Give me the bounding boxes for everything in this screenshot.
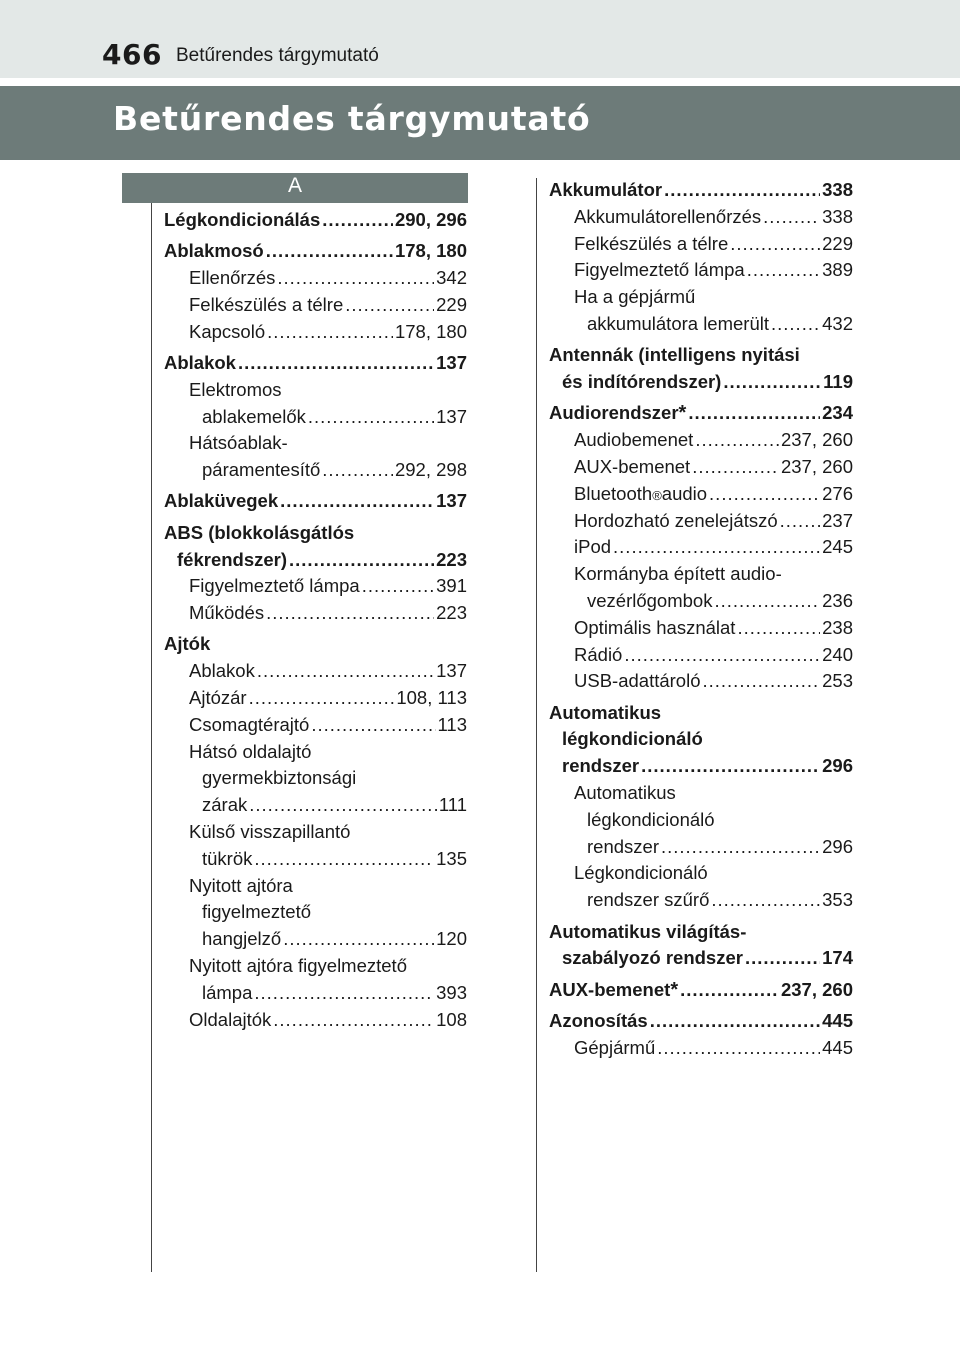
running-title: Betűrendes tárgymutató [176, 45, 379, 66]
page-ref: 253 [822, 670, 853, 692]
index-entry [164, 712, 467, 739]
entry-label: Ablaküvegek [164, 490, 279, 512]
entry-label: Hátsó oldalajtó [189, 740, 312, 762]
dot-leader [664, 177, 820, 204]
page-ref: 178, 180 [394, 320, 467, 342]
entry-label: páramentesítő [202, 459, 321, 481]
index-entry [164, 792, 467, 819]
index-entry [549, 177, 853, 204]
index-entry [164, 430, 467, 457]
entry-label: Rádió [574, 643, 623, 665]
entry-label: USB-adattároló [574, 670, 701, 692]
index-entry [164, 573, 467, 600]
entry-label: ABS (blokkolásgátlós [164, 521, 355, 543]
index-entry [549, 780, 853, 807]
index-entry [164, 899, 467, 926]
index-entry [164, 846, 467, 873]
entry-label: AUX-bemenet [574, 455, 691, 477]
dot-leader [308, 404, 434, 431]
index-entry [549, 508, 853, 535]
page-ref: 342 [436, 267, 467, 289]
entry-label: figyelmeztető [202, 901, 311, 923]
dot-leader [692, 454, 779, 481]
entry-label: Légkondicionálás [164, 209, 321, 230]
index-entry [164, 819, 467, 846]
entry-label: Automatikus világítás- [549, 920, 747, 942]
entry-label: rendszer [562, 755, 640, 777]
dot-leader [267, 319, 393, 346]
dot-leader [277, 265, 434, 292]
index-entry [549, 1035, 853, 1062]
index-entry [164, 488, 467, 515]
entry-label: Antennák (intelligens nyitási [549, 344, 800, 366]
dot-leader [613, 534, 820, 561]
index-entry [164, 404, 467, 431]
index-column-1 [164, 207, 467, 1033]
dot-leader [780, 508, 820, 535]
page-ref: 237 [822, 509, 853, 531]
entry-label: Akkumulátorellenőrzés [574, 205, 762, 227]
entry-label: és indítórendszer) [562, 371, 722, 393]
dot-leader [661, 834, 820, 861]
dot-leader [650, 1008, 820, 1035]
page-ref: 338 [822, 205, 853, 227]
entry-label: Automatikus [549, 701, 662, 723]
page-ref: 393 [436, 981, 467, 1003]
entry-label: iPod [574, 536, 612, 558]
page-ref: 111 [438, 794, 467, 816]
entry-label: légkondicionáló [587, 808, 715, 830]
dot-leader [280, 488, 434, 515]
entry-label: gyermekbiztonsági [202, 767, 357, 789]
dot-leader [624, 642, 820, 669]
page-ref: 391 [436, 575, 467, 597]
index-entry [164, 873, 467, 900]
column-rule-middle [536, 178, 537, 1272]
entry-label: Azonosítás [549, 1009, 648, 1031]
dot-leader [254, 846, 434, 873]
entry-label: Figyelmeztető lámpa [189, 575, 360, 597]
entry-label: Felkészülés a télre [189, 293, 344, 315]
entry-label: Működés [189, 602, 265, 624]
index-entry [164, 265, 467, 292]
entry-label: Csomagtérajtó [189, 713, 310, 735]
index-entry [549, 753, 853, 780]
index-entry [164, 350, 467, 377]
entry-label: Audiorendszer [549, 402, 679, 424]
entry-label: rendszer szűrő [587, 889, 710, 911]
dot-leader [771, 311, 820, 338]
index-entry [164, 631, 467, 658]
dot-leader [723, 369, 821, 396]
dot-leader [273, 1007, 434, 1034]
dot-leader [747, 257, 820, 284]
entry-label-suffix: audio [661, 482, 708, 504]
index-entry [549, 642, 853, 669]
entry-label: rendszer [587, 835, 659, 857]
entry-label: Audiobemenet [574, 429, 694, 451]
index-entry: AUX-bemenet * ..... 237, 260 [549, 977, 853, 1004]
page-ref: 120 [436, 928, 467, 950]
dot-leader [266, 238, 393, 265]
dot-leader [322, 457, 393, 484]
dot-leader [745, 945, 820, 972]
dot-leader [289, 547, 434, 574]
dot-leader [702, 668, 820, 695]
dot-leader [730, 231, 820, 258]
index-entry [549, 860, 853, 887]
page-ref: 137 [436, 490, 467, 512]
entry-label: tükrök [202, 847, 253, 869]
index-entry [164, 685, 467, 712]
page-ref: 223 [436, 548, 467, 570]
index-entry [164, 547, 467, 574]
page-ref: 137 [436, 660, 467, 682]
index-entry [164, 658, 467, 685]
page-ref: 290, 296 [394, 209, 467, 230]
page-ref: 389 [822, 259, 853, 281]
dot-leader [257, 658, 434, 685]
dot-leader [695, 427, 779, 454]
index-entry [549, 615, 853, 642]
index-entry [549, 834, 853, 861]
section-letter: A [287, 174, 302, 197]
index-entry [164, 1007, 467, 1034]
index-entry: Audiorendszer * ..... 234 [549, 400, 853, 427]
dot-leader [362, 573, 434, 600]
entry-label: Akkumulátor [549, 179, 663, 200]
dot-leader [711, 887, 820, 914]
dot-leader [322, 207, 393, 234]
index-entry [549, 887, 853, 914]
column-rule-left [151, 203, 152, 1272]
dot-leader [249, 792, 437, 819]
dot-leader [709, 481, 820, 508]
entry-label: Ajtók [164, 633, 211, 655]
index-entry [549, 700, 853, 727]
index-entry [549, 284, 853, 311]
index-entry [164, 520, 467, 547]
page-ref: 296 [822, 755, 853, 777]
page-ref: 108 [436, 1008, 467, 1030]
index-entry [164, 980, 467, 1007]
page-ref: 113 [437, 713, 467, 735]
dot-leader [763, 204, 820, 231]
index-entry [549, 945, 853, 972]
index-entry [549, 427, 853, 454]
index-entry [164, 765, 467, 792]
index-entry [549, 919, 853, 946]
dot-leader [688, 400, 820, 427]
entry-label: Ablakok [189, 660, 255, 682]
entry-label: fékrendszer) [177, 548, 288, 570]
index-entry [164, 739, 467, 766]
entry-label: Hordozható zenelejátszó [574, 509, 778, 531]
entry-label: Ha a gépjármű [574, 286, 696, 308]
entry-label: Nyitott ajtóra [189, 874, 293, 896]
entry-label: Oldalajtók [189, 1008, 272, 1030]
entry-label: légkondicionáló [562, 728, 703, 750]
page-ref: 276 [822, 482, 853, 504]
index-entry [549, 668, 853, 695]
index-column-2 [549, 177, 853, 1062]
page-ref: 137 [436, 405, 467, 427]
page-ref: 445 [822, 1009, 853, 1031]
dot-leader [311, 712, 435, 739]
page-ref: 238 [822, 616, 853, 638]
page-title: Betűrendes tárgymutató [113, 99, 591, 138]
entry-label: Bluetooth [574, 482, 653, 504]
page-ref: 432 [822, 312, 853, 334]
page-ref: 292, 298 [394, 459, 467, 481]
page-ref: 237, 260 [780, 455, 853, 477]
entry-label: Nyitott ajtóra figyelmeztető [189, 955, 407, 977]
index-entry [549, 369, 853, 396]
page-ref: 240 [822, 643, 853, 665]
index-entry [549, 257, 853, 284]
entry-label: Ellenőrzés [189, 267, 276, 289]
index-entry [549, 561, 853, 588]
page-ref: 237, 260 [780, 429, 853, 451]
index-entry [549, 807, 853, 834]
dot-leader [266, 600, 434, 627]
index-entry [164, 319, 467, 346]
page-number: 466 [102, 38, 162, 71]
dot-leader [345, 292, 434, 319]
entry-label: akkumulátora lemerült [587, 312, 769, 334]
entry-label: vezérlőgombok [587, 589, 713, 611]
entry-label: AUX-bemenet [549, 978, 671, 1000]
index-entry [549, 342, 853, 369]
index-entry [549, 588, 853, 615]
page-ref: 296 [822, 835, 853, 857]
entry-label: zárak [202, 794, 248, 816]
page-ref: 119 [823, 371, 853, 393]
page-ref: 245 [822, 536, 853, 558]
entry-label: Optimális használat [574, 616, 736, 638]
page-ref: 108, 113 [396, 687, 467, 709]
dot-leader [238, 350, 434, 377]
dot-leader [249, 685, 395, 712]
dot-leader [254, 980, 434, 1007]
section-letter-bar [122, 173, 468, 203]
entry-label: Kormányba épített audio- [574, 563, 782, 585]
page-ref: 236 [822, 589, 853, 611]
index-entry [549, 454, 853, 481]
index-entry [164, 457, 467, 484]
page-ref: 137 [436, 351, 467, 373]
entry-label: Ablakok [164, 351, 236, 373]
page-ref: 229 [436, 293, 467, 315]
index-entry: Bluetooth ® audio ..... 276 [549, 481, 853, 508]
index-entry [549, 311, 853, 338]
entry-label: Ajtózár [189, 687, 247, 709]
dot-leader [641, 753, 820, 780]
index-entry [164, 600, 467, 627]
entry-label: Gépjármű [574, 1036, 656, 1058]
entry-label: szabályozó rendszer [562, 947, 743, 969]
index-entry [164, 238, 467, 265]
dot-leader [680, 977, 779, 1004]
entry-label: Elektromos [189, 378, 282, 400]
index-entry [164, 953, 467, 980]
entry-label: Figyelmeztető lámpa [574, 259, 745, 281]
entry-label: Kapcsoló [189, 320, 266, 342]
index-entry [164, 377, 467, 404]
index-entry [549, 534, 853, 561]
entry-label: ablakemelők [202, 405, 306, 427]
page-ref: 174 [822, 947, 853, 969]
page-ref: 237, 260 [780, 978, 853, 1000]
page-ref: 234 [822, 402, 853, 424]
entry-label: Automatikus [574, 782, 676, 804]
page-ref: 445 [822, 1036, 853, 1058]
index-entry [549, 1008, 853, 1035]
entry-label: Hátsóablak- [189, 432, 288, 454]
page-ref: 338 [822, 179, 853, 200]
page-ref: 353 [822, 889, 853, 911]
entry-label: Felkészülés a télre [574, 232, 729, 254]
index-entry [549, 231, 853, 258]
index-entry [549, 726, 853, 753]
dot-leader [737, 615, 820, 642]
entry-label: Külső visszapillantó [189, 821, 351, 843]
index-entry [549, 204, 853, 231]
entry-label: Légkondicionáló [574, 862, 708, 884]
page-ref: 135 [436, 847, 467, 869]
page-ref: 229 [822, 232, 853, 254]
title-band [0, 86, 960, 160]
entry-label: hangjelző [202, 928, 282, 950]
index-entry [164, 207, 467, 234]
dot-leader [657, 1035, 820, 1062]
entry-label: lámpa [202, 981, 253, 1003]
dot-leader [283, 926, 434, 953]
page-ref: 223 [436, 602, 467, 624]
page-ref: 178, 180 [394, 240, 467, 262]
entry-label: Ablakmosó [164, 240, 264, 262]
index-entry [164, 926, 467, 953]
dot-leader [714, 588, 820, 615]
index-entry [164, 292, 467, 319]
